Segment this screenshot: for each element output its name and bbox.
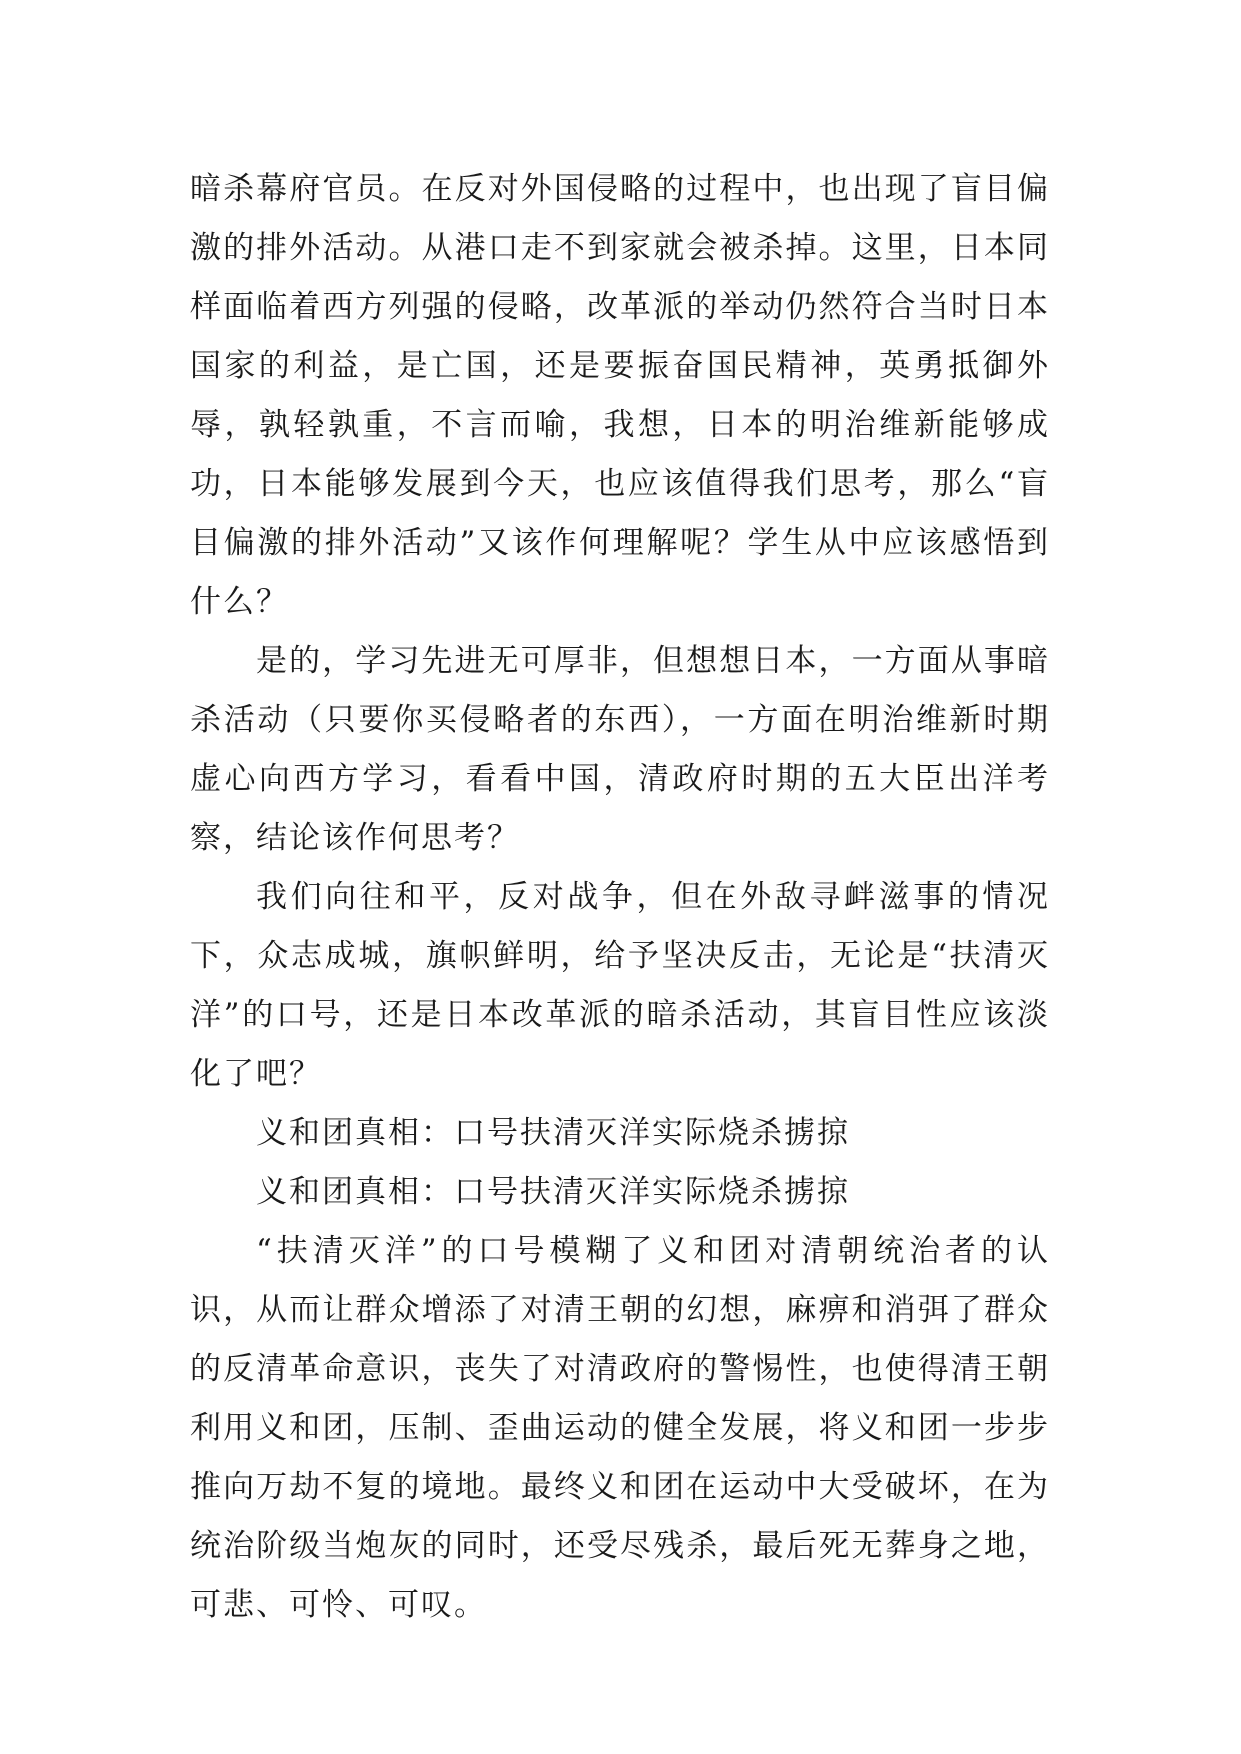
- paragraph-1: 暗杀幕府官员。在反对外国侵略的过程中，也出现了盲目偏激的排外活动。从港口走不到家就会被杀掉。这里，日本同样面临着西方列强的侵略，改革派的举动仍然符合当时日本国家的利益，是亡国，还是要振奋国民精神，英勇抵御外辱，孰轻孰重，不言而喻，我想，日本的明治维新能够成功，日本能够发展到今天，也应该值得我们思考，那么“盲目偏激的排外活动”又该作何理解呢？学生从中应该感悟到什么？: [190, 171, 1050, 620]
- paragraph-6: “扶清灭洋”的口号模糊了义和团对清朝统治者的认识，从而让群众增添了对清王朝的幻想，麻痹和消弭了群众的反清革命意识，丧失了对清政府的警惕性，也使得清王朝利用义和团，压制、歪曲运动的健全发展，将义和团一步步推向万劫不复的境地。最终义和团在运动中大受破坏，在为统治阶级当炮灰的同时，还受尽残杀，最后死无葬身之地，可悲、可怜、可叹。: [190, 1233, 1050, 1623]
- paragraph-4: 义和团真相：口号扶清灭洋实际烧杀掳掠: [256, 1115, 850, 1151]
- paragraph-2: 是的，学习先进无可厚非，但想想日本，一方面从事暗杀活动（只要你买侵略者的东西），一方面在明治维新时期虚心向西方学习，看看中国，清政府时期的五大臣出洋考察，结论该作何思考？: [190, 643, 1050, 856]
- paragraph-3: 我们向往和平，反对战争，但在外敌寻衅滋事的情况下，众志成城，旗帜鲜明，给予坚决反击，无论是“扶清灭洋”的口号，还是日本改革派的暗杀活动，其盲目性应该淡化了吧？: [190, 879, 1050, 1092]
- paragraph-5: 义和团真相：口号扶清灭洋实际烧杀掳掠: [256, 1174, 850, 1210]
- document-body: [190, 160, 1050, 1635]
